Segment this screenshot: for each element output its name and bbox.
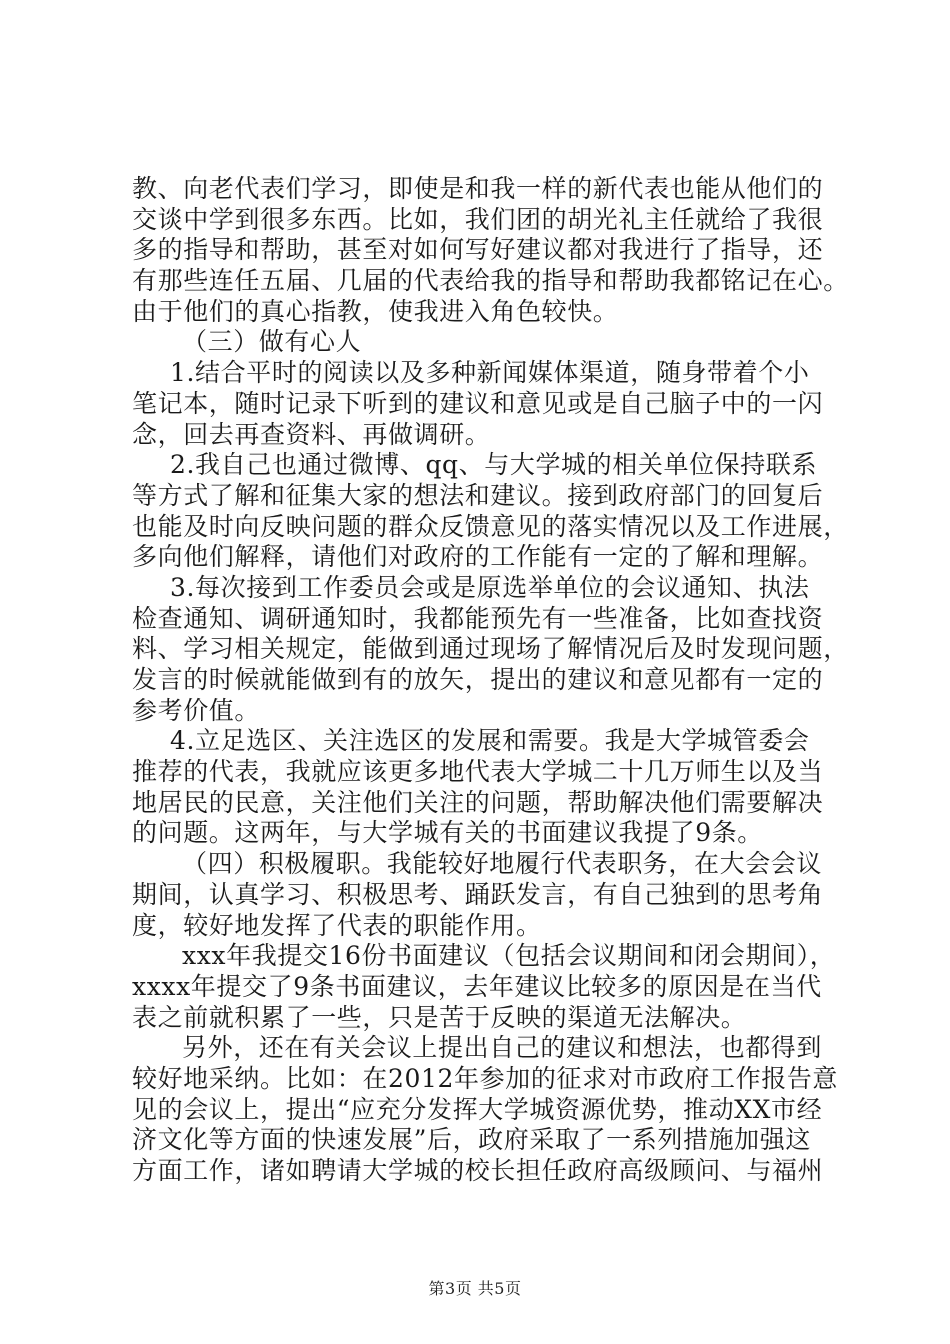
text-line: 较好地采纳。比如：在2012年参加的征求对市政府工作报告意 [132, 1063, 839, 1093]
text-line: （三）做有心人 [182, 327, 362, 357]
text-line: 2.我自己也通过微博、qq、与大学城的相关单位保持联系 [170, 450, 818, 480]
text-line: 教、向老代表们学习，即使是和我一样的新代表也能从他们的 [132, 174, 824, 203]
text-line: 4.立足选区、关注选区的发展和需要。我是大学城管委会 [170, 726, 810, 756]
document-body [132, 174, 849, 1187]
text-line: 的问题。这两年，与大学城有关的书面建议我提了9条。 [132, 818, 763, 848]
text-line: 笔记本，随时记录下听到的建议和意见或是自己脑子中的一闪 [132, 388, 824, 418]
text-line: 推荐的代表，我就应该更多地代表大学城二十几万师生以及当 [132, 757, 824, 787]
page-footer: 第3页 共5页 [428, 1279, 522, 1298]
text-line: 有那些连任五届、几届的代表给我的指导和帮助我都铭记在心。 [132, 266, 849, 296]
text-line: 1.结合平时的阅读以及多种新闻媒体渠道，随身带着个小 [170, 358, 810, 388]
text-line: 地居民的民意，关注他们关注的问题，帮助解决他们需要解决 [132, 787, 824, 817]
text-line: 度，较好地发挥了代表的职能作用。 [132, 910, 542, 940]
text-line: 检查通知、调研通知时，我都能预先有一些准备，比如查找资 [132, 603, 824, 633]
text-line: 发言的时候就能做到有的放矢，提出的建议和意见都有一定的 [132, 665, 824, 694]
text-line: 等方式了解和征集大家的想法和建议。接到政府部门的回复后 [132, 480, 824, 510]
text-line: 多的指导和帮助，甚至对如何写好建议都对我进行了指导，还 [132, 235, 824, 265]
text-line: 也能及时向反映问题的群众反馈意见的落实情况以及工作进展， [132, 511, 849, 541]
text-line: 多向他们解释，请他们对政府的工作能有一定的了解和理解。 [132, 542, 824, 572]
text-line: 表之前就积累了一些，只是苦于反映的渠道无法解决。 [132, 1002, 747, 1032]
text-line: 由于他们的真心指教，使我进入角色较快。 [132, 296, 619, 326]
text-line: 另外，还在有关会议上提出自己的建议和想法，也都得到 [182, 1033, 823, 1063]
text-line: 参考价值。 [132, 695, 261, 725]
text-line: 见的会议上，提出“应充分发挥大学城资源优势，推动XX市经 [132, 1094, 823, 1124]
text-line: 济文化等方面的快速发展”后，政府采取了一系列措施加强这 [132, 1125, 811, 1155]
text-line: 料、学习相关规定，能做到通过现场了解情况后及时发现问题， [132, 634, 849, 664]
text-line: 3.每次接到工作委员会或是原选举单位的会议通知、执法 [170, 572, 810, 602]
text-line: 方面工作，诸如聘请大学城的校长担任政府高级顾问、与福州 [132, 1156, 824, 1185]
text-line: xxx年我提交16份书面建议（包括会议期间和闭会期间）， [182, 941, 836, 971]
text-line: 念，回去再查资料、再做调研。 [132, 419, 491, 449]
text-line: （四）积极履职。我能较好地履行代表职务，在大会会议 [182, 849, 823, 879]
text-line: 期间，认真学习、积极思考、踊跃发言，有自己独到的思考角 [132, 879, 824, 909]
text-line: 交谈中学到很多东西。比如，我们团的胡光礼主任就给了我很 [132, 204, 824, 234]
text-line: xxxx年提交了9条书面建议，去年建议比较多的原因是在当代 [132, 971, 822, 1001]
